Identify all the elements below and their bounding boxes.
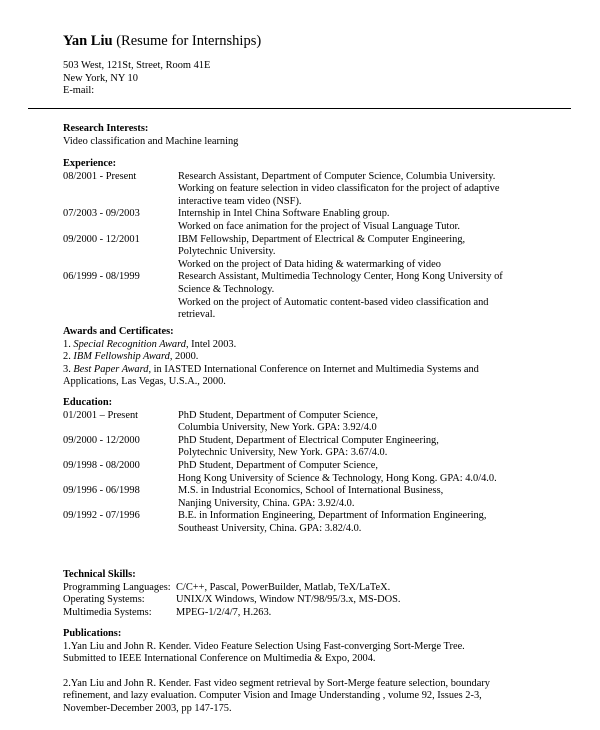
publication-entry bbox=[63, 641, 568, 666]
entry-date: 09/1996 - 06/1998 bbox=[63, 485, 140, 497]
address-line: 503 West, 121St, Street, Room 41E bbox=[63, 60, 211, 71]
entry-line: Polytechnic University, New York. GPA: 3.67/4.0. bbox=[178, 447, 388, 459]
award-number: 3. bbox=[63, 363, 71, 375]
entry-line: Hong Kong University of Science & Technology, Hong Kong. GPA: 4.0/4.0. bbox=[178, 472, 497, 484]
education-entry bbox=[63, 435, 568, 460]
experience-entry bbox=[63, 208, 568, 233]
skills-section bbox=[63, 569, 568, 619]
entry-date: 09/1998 - 08/2000 bbox=[63, 459, 140, 471]
experience-entry bbox=[63, 271, 568, 321]
skill-label: Multimedia Systems: bbox=[63, 606, 152, 618]
entry-line: interactive team video (NSF). bbox=[178, 195, 302, 207]
header-divider bbox=[28, 108, 571, 109]
section-heading: Technical Skills: bbox=[63, 569, 136, 580]
entry-line: PhD Student, Department of Computer Science, bbox=[178, 459, 378, 471]
award-detail: , in IASTED International Conference on Internet and Multimedia Systems and bbox=[148, 363, 479, 375]
entry-date: 06/1999 - 08/1999 bbox=[63, 271, 140, 283]
entry-line: Research Assistant, Department of Computer Science, Columbia University. bbox=[178, 170, 496, 182]
entry-date: 08/2001 - Present bbox=[63, 170, 137, 182]
publications-section bbox=[63, 628, 568, 716]
section-heading: Experience: bbox=[63, 158, 117, 169]
award-continuation: Applications, Las Vegas, U.S.A., 2000. bbox=[63, 376, 226, 388]
education-entry bbox=[63, 460, 568, 485]
awards-section bbox=[63, 326, 568, 389]
education-section bbox=[63, 397, 568, 536]
entry-line: PhD Student, Department of Electrical Computer Engineering, bbox=[178, 434, 439, 446]
award-title: Special Recognition Award bbox=[73, 338, 186, 350]
award-title: IBM Fellowship Award bbox=[73, 351, 170, 363]
award-item bbox=[63, 364, 568, 377]
address-block bbox=[63, 60, 210, 98]
research-text: Video classification and Machine learning bbox=[63, 135, 239, 147]
entry-line: Polytechnic University. bbox=[178, 246, 276, 258]
entry-date: 09/2000 - 12/2001 bbox=[63, 233, 140, 245]
skill-value: MPEG-1/2/4/7, H.263. bbox=[176, 606, 272, 618]
award-item bbox=[63, 351, 568, 364]
entry-line: M.S. in Industrial Economics, School of International Business, bbox=[178, 485, 444, 497]
entry-line: Worked on face animation for the project of Visual Language Tutor. bbox=[178, 220, 460, 232]
skill-value: UNIX/X Windows, Window NT/98/95/3.x, MS-DOS. bbox=[176, 594, 401, 606]
publication-line: refinement, and lazy evaluation. Computer Vision and Image Understanding , volume 92, Issues 2-3, bbox=[63, 690, 482, 702]
skill-row bbox=[63, 582, 568, 595]
email-line: E-mail: bbox=[63, 85, 95, 97]
publication-line: November-December 2003, pp 147-175. bbox=[63, 702, 232, 714]
entry-line: retrieval. bbox=[178, 309, 216, 321]
publication-line: 1.Yan Liu and John R. Kender. Video Feature Selection Using Fast-converging Sort-Merge Tree. bbox=[63, 640, 465, 652]
section-heading: Publications: bbox=[63, 628, 122, 639]
award-item bbox=[63, 339, 568, 352]
experience-section bbox=[63, 158, 568, 322]
award-detail: , Intel 2003. bbox=[185, 338, 237, 350]
research-section bbox=[63, 123, 568, 148]
education-entry bbox=[63, 510, 568, 535]
entry-line: Research Assistant, Multimedia Technology Center, Hong Kong University of bbox=[178, 271, 503, 283]
award-number: 1. bbox=[63, 338, 71, 350]
award-detail: , 2000. bbox=[169, 351, 199, 363]
entry-line: Internship in Intel China Software Enabling group. bbox=[178, 208, 390, 220]
entry-line: Science & Technology. bbox=[178, 283, 275, 295]
skill-row bbox=[63, 594, 568, 607]
award-number: 2. bbox=[63, 351, 71, 363]
skill-value: C/C++, Pascal, PowerBuilder, Matlab, TeX/LaTeX. bbox=[176, 581, 391, 593]
entry-line: IBM Fellowship, Department of Electrical & Computer Engineering, bbox=[178, 233, 466, 245]
award-title: Best Paper Award bbox=[73, 363, 149, 375]
entry-line: Worked on the project of Data hiding & watermarking of video bbox=[178, 258, 441, 270]
entry-line: Nanjing University, China. GPA: 3.92/4.0. bbox=[178, 497, 355, 509]
section-heading: Education: bbox=[63, 397, 113, 408]
entry-line: Southeast University, China. GPA: 3.82/4.0. bbox=[178, 522, 362, 534]
entry-line: Working on feature selection in video classificaton for the project of adaptive bbox=[178, 183, 500, 195]
entry-line: Columbia University, New York. GPA: 3.92/4.0 bbox=[178, 422, 377, 434]
education-entry bbox=[63, 485, 568, 510]
entry-date: 09/1992 - 07/1996 bbox=[63, 510, 140, 522]
skill-label: Programming Languages: bbox=[63, 581, 171, 593]
section-heading: Awards and Certificates: bbox=[63, 326, 174, 337]
skill-label: Operating Systems: bbox=[63, 594, 145, 606]
entry-date: 07/2003 - 09/2003 bbox=[63, 208, 140, 220]
section-heading: Research Interests: bbox=[63, 123, 149, 134]
skill-row bbox=[63, 607, 568, 620]
address-line: New York, NY 10 bbox=[63, 72, 138, 84]
publication-line: Submitted to IEEE International Conference on Multimedia & Expo, 2004. bbox=[63, 653, 376, 665]
entry-line: PhD Student, Department of Computer Science, bbox=[178, 409, 378, 421]
publication-line: 2.Yan Liu and John R. Kender. Fast video segment retrieval by Sort-Merge feature selection, boundary bbox=[63, 677, 490, 689]
entry-line: B.E. in Information Engineering, Department of Information Engineering, bbox=[178, 510, 487, 522]
entry-date: 01/2001 – Present bbox=[63, 409, 139, 421]
experience-entry bbox=[63, 171, 568, 209]
entry-date: 09/2000 - 12/2000 bbox=[63, 434, 140, 446]
experience-entry bbox=[63, 234, 568, 272]
entry-line: Worked on the project of Automatic content-based video classification and bbox=[178, 296, 489, 308]
publication-entry bbox=[63, 678, 568, 716]
applicant-name: Yan Liu bbox=[63, 33, 113, 49]
name-heading bbox=[63, 33, 261, 50]
education-entry bbox=[63, 410, 568, 435]
resume-subtitle: (Resume for Internships) bbox=[116, 33, 262, 49]
